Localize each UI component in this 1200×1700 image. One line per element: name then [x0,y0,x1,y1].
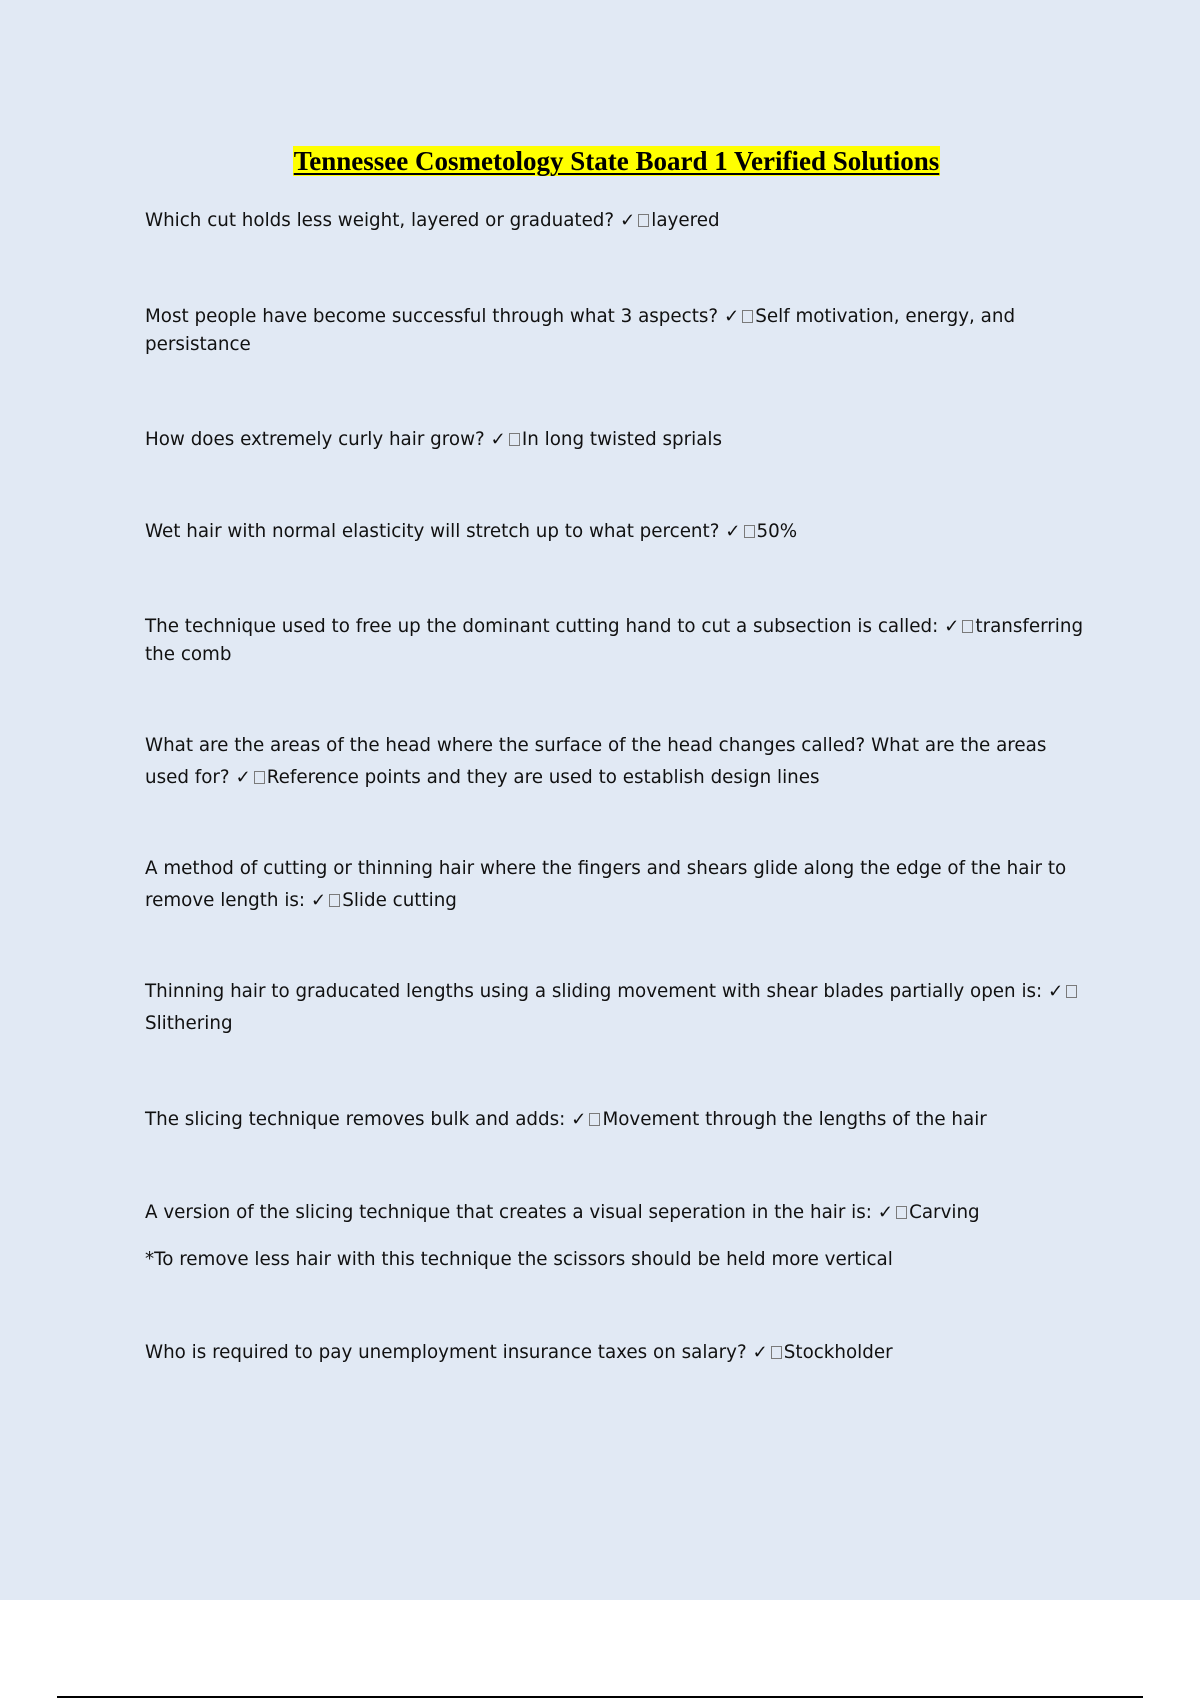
qa-item-4 [145,518,1085,546]
qa-item-11 [145,1339,1085,1367]
box-icon [638,214,649,227]
checkmark-icon: ✓ [944,616,960,637]
qa-item-1 [145,207,1085,235]
checkmark-icon: ✓ [490,429,506,450]
box-icon [742,310,753,323]
answer-text: layered [651,210,720,231]
qa-item-10-note: *To remove less hair with this technique the scissors should be held more vertical [145,1249,893,1270]
checkmark-icon: ✓ [1048,981,1064,1002]
qa-item-10 [145,1199,1085,1227]
question-text: Wet hair with normal elasticity will stretch up to what percent? [145,521,720,542]
question-text: A version of the slicing technique that creates a visual seperation in the hair is: [145,1202,872,1223]
box-icon [1066,985,1077,998]
checkmark-icon: ✓ [752,1342,768,1363]
question-text: Which cut holds less weight, layered or graduated? [145,210,615,231]
question-text: The slicing technique removes bulk and adds: [145,1109,566,1130]
box-icon [896,1206,907,1219]
qa-item-8 [145,976,1085,1040]
answer-text: In long twisted sprials [521,429,723,450]
qa-item-9 [145,1106,1085,1134]
checkmark-icon: ✓ [235,767,251,788]
question-text: A method of cutting or thinning hair where the fingers and shears glide along the edge of the hair to remove length is: [145,858,1067,911]
answer-text: Self motivation, energy, and persistance [145,306,1016,355]
answer-text: Reference points and they are used to establish design lines [266,767,820,788]
answer-text: Carving [909,1202,980,1223]
answer-text: transferring the comb [145,616,1084,665]
box-icon [771,1346,782,1359]
answer-text: Slide cutting [342,890,457,911]
question-text: Most people have become successful through what 3 aspects? [145,306,719,327]
answer-text: 50% [756,521,798,542]
box-icon [329,894,340,907]
qa-item-6 [145,730,1085,794]
box-icon [254,771,265,784]
checkmark-icon: ✓ [725,521,741,542]
box-icon [962,620,973,633]
checkmark-icon: ✓ [310,890,327,911]
document-title [0,144,1200,178]
title-text: Tennessee Cosmetology State Board 1 Verified Solutions [293,146,940,176]
box-icon [509,433,520,446]
checkmark-icon: ✓ [877,1202,894,1223]
answer-text: Stockholder [783,1342,893,1363]
answer-text: Movement through the lengths of the hair [602,1109,987,1130]
question-text: What are the areas of the head where the surface of the head changes called? What are the areas used for? [145,735,1047,788]
box-icon [744,525,755,538]
box-icon [589,1113,600,1126]
qa-item-2 [145,303,1085,359]
question-text: The technique used to free up the dominant cutting hand to cut a subsection is called: [145,616,939,637]
qa-item-3 [145,426,1085,454]
question-text: How does extremely curly hair grow? [145,429,485,450]
qa-item-5 [145,613,1085,669]
question-text: Thinning hair to graducated lengths using a sliding movement with shear blades partially open is: [145,981,1043,1002]
qa-item-7 [145,853,1085,917]
checkmark-icon: ✓ [571,1109,587,1130]
checkmark-icon: ✓ [723,306,740,327]
checkmark-icon: ✓ [619,210,636,231]
answer-text: Slithering [145,1013,233,1034]
footer-divider [57,1696,1143,1698]
question-text: Who is required to pay unemployment insurance taxes on salary? [145,1342,747,1363]
